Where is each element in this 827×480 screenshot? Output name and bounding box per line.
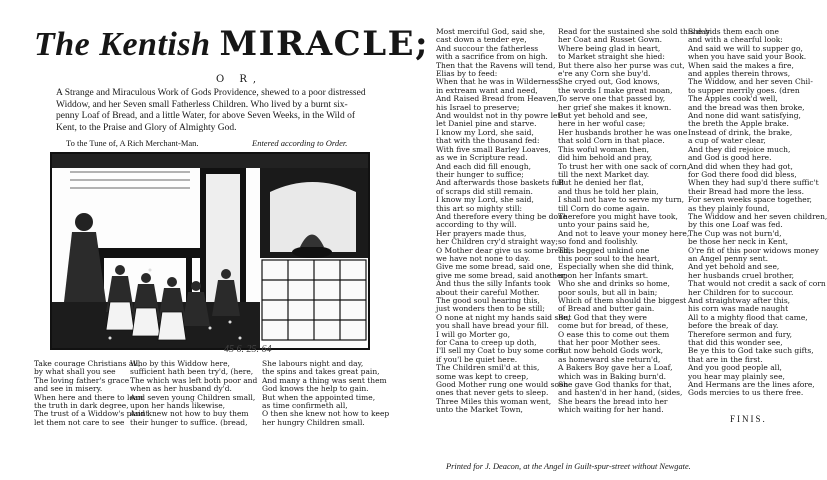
verse-column-right-3 bbox=[688, 27, 827, 398]
verse-line: her Children cry'd straight way; bbox=[436, 237, 558, 247]
verse-line: The which was left both poor and bbox=[130, 375, 258, 385]
verse-line: for Cana to creep up doth, bbox=[436, 338, 537, 348]
verse-line: She labours night and day, bbox=[262, 359, 364, 368]
verse-line: Give me some bread, said one, bbox=[436, 262, 553, 272]
verse-line: This woful woman then, bbox=[558, 144, 650, 154]
title-part-1: The Kentish bbox=[34, 26, 220, 63]
verse-line: Three Miles this woman went, bbox=[436, 396, 552, 406]
verse-line: her husbands cruel brother, bbox=[688, 270, 795, 280]
verse-line: as time confirmeth all, bbox=[262, 401, 348, 411]
verse-line: and apples therein throws, bbox=[688, 69, 791, 79]
verse-line: according to thy will. bbox=[436, 220, 517, 230]
verse-line: She bids them each one bbox=[688, 27, 779, 36]
intro-paragraph: A Strange and Miraculous Work of Gods Providence, shewed to a poor distressed Widdow, and her Seven small Fatherless Children. Who lived by a burnt six-penny Loaf of Bread, and a little Water, for above Seven Weeks, in the Wild of Kent, to the Praise and Glory of Almighty God. bbox=[56, 88, 366, 133]
verse-line: an Angel penny sent. bbox=[688, 253, 768, 263]
verse-line: and the bread was then broke, bbox=[688, 102, 805, 112]
verse-line: Most merciful God, said she, bbox=[436, 27, 546, 36]
verse-line: till Corn do come again. bbox=[558, 203, 650, 213]
verse-line: some was kept to creep, bbox=[436, 371, 529, 381]
verse-line: unto the Market Town, bbox=[436, 405, 523, 415]
verse-line: O're fit of this poor widows money bbox=[688, 245, 819, 255]
verse-line: Instead of drink, the brake, bbox=[688, 127, 793, 137]
verse-line: Good Mother rung one would soon bbox=[436, 380, 569, 390]
verse-line: The Cup was not burn'd, bbox=[688, 228, 782, 238]
verse-line: we have not none to day. bbox=[436, 253, 531, 263]
verse-line: for God there food did bless, bbox=[688, 169, 797, 179]
verse-line: that sold Corn in that place. bbox=[558, 136, 665, 146]
verse-line: I know my Lord, she said, bbox=[436, 195, 534, 205]
verse-line: When here and there to lean bbox=[34, 392, 144, 402]
verse-line: The loving father's grace bbox=[34, 375, 130, 385]
title-part-2: MIRACLE; bbox=[219, 24, 430, 64]
verse-line: and see in misery. bbox=[34, 384, 103, 394]
verse-line: you shall have bread your fill. bbox=[436, 321, 549, 331]
verse-column-left-c bbox=[262, 359, 390, 427]
verse-line: And did when they had got, bbox=[688, 161, 793, 171]
verse-line: The good soul hearing this, bbox=[436, 296, 540, 305]
verse-line: by this one Loaf was fed. bbox=[688, 220, 783, 230]
verse-line: e're any Corn she buy'd. bbox=[558, 69, 651, 79]
verse-line: When they had sup'd there suffic't bbox=[688, 178, 819, 188]
verse-line: Gods mercies to us there free. bbox=[688, 388, 804, 398]
verse-line: that with the thousand fed: bbox=[436, 136, 540, 146]
or-line: O R, bbox=[216, 74, 263, 85]
verse-line: And seven young Children small, bbox=[130, 392, 256, 402]
verse-line: as they plainly found, bbox=[688, 203, 770, 213]
verse-column-right-1 bbox=[436, 27, 571, 415]
verse-line: With five small Barley Loaves, bbox=[436, 144, 551, 154]
verse-line: his Israel to preserve; bbox=[436, 102, 520, 112]
verse-line: this art so mighty still: bbox=[436, 203, 523, 213]
verse-line: Where being glad in heart, bbox=[558, 43, 661, 53]
verse-line: And Raised Bread from Heaven, bbox=[436, 94, 559, 104]
verse-line: if you'l be quiet here. bbox=[436, 354, 518, 364]
verse-line: O ease this to come out them bbox=[558, 329, 670, 339]
verse-line: sufficient hath been try'd, (here, bbox=[130, 367, 254, 377]
verse-line: upon her hands likewise, bbox=[130, 401, 226, 411]
verse-line: give me some bread, said another; bbox=[436, 270, 568, 280]
verse-line: as homeward she return'd, bbox=[558, 354, 661, 364]
verse-line: that are in the first. bbox=[688, 354, 763, 364]
verse-line: But there also her purse was cut, bbox=[558, 60, 685, 70]
finis-mark: FINIS. bbox=[730, 414, 767, 424]
verse-line: But when the appointed time, bbox=[262, 392, 376, 402]
verse-line: with a sacrifice from on high. bbox=[436, 52, 548, 62]
verse-line: so fond and foolishly. bbox=[558, 237, 638, 247]
verse-line: That would not credit a sack of corn bbox=[688, 279, 826, 289]
verse-line: When that he was in Wilderness, bbox=[436, 77, 561, 87]
verse-line: Elias by to feed: bbox=[436, 69, 498, 79]
verse-line: And each did fill enough, bbox=[436, 161, 531, 171]
archive-mark: 45 6. 25. 64 bbox=[224, 344, 272, 355]
verse-line: the spins and takes great pain, bbox=[262, 367, 380, 377]
verse-line: And knew not how to buy them bbox=[130, 409, 249, 419]
verse-line: All to a mighty flood that came, bbox=[688, 312, 808, 322]
verse-line: their hunger to suffice. (bread, bbox=[130, 417, 248, 427]
verse-line: come but for bread, of these, bbox=[558, 321, 669, 331]
verse-line: when as her husband dy'd. bbox=[130, 384, 232, 394]
verse-line: She bears the bread into her bbox=[558, 396, 668, 406]
verse-line: her Coat and Russet Gown. bbox=[558, 35, 663, 45]
verse-line: about their careful Mother. bbox=[436, 287, 540, 297]
verse-line: to supper merrily goes. (dren bbox=[688, 85, 800, 95]
verse-line: unto your pains said he, bbox=[558, 220, 650, 230]
verse-line: For seven weeks space together, bbox=[688, 195, 812, 205]
verse-line: I shall not have to serve my turn, bbox=[558, 195, 685, 205]
verse-line: When said the makes a fire, bbox=[688, 60, 794, 70]
verse-line: did him behold and pray, bbox=[558, 153, 653, 163]
verse-line: and God is good here. bbox=[688, 153, 772, 163]
verse-line: A Bakers Boy gave her a Loaf, bbox=[558, 363, 673, 373]
verse-line: Who she and drinks so home, bbox=[558, 279, 670, 289]
page-title bbox=[34, 24, 429, 64]
verse-line: And they did rejoice much, bbox=[688, 144, 791, 154]
verse-line: of Bread and butter gain. bbox=[558, 304, 655, 314]
verse-line: Who by this Widdow here, bbox=[130, 359, 230, 368]
verse-line: ones that never gets to sleep. bbox=[436, 388, 549, 398]
verse-line: And many a thing was sent them bbox=[262, 375, 387, 385]
verse-line: which was in Baking burn'd. bbox=[558, 371, 667, 381]
verse-line: upon her Infants smart. bbox=[558, 270, 649, 280]
verse-line: And yet behold and see, bbox=[688, 262, 780, 272]
verse-line: She gave God thanks for that, bbox=[558, 380, 672, 390]
verse-line: of scraps did still remain. bbox=[436, 186, 533, 196]
verse-line: her hungry Children small. bbox=[262, 417, 365, 427]
verse-line: here in her woful case; bbox=[558, 119, 646, 129]
verse-line: The Children smil'd at this, bbox=[436, 363, 540, 373]
verse-line: Be ye this to God take such gifts, bbox=[688, 346, 814, 356]
verse-line: And none did want satisfying, bbox=[688, 111, 801, 121]
verse-line: The trust of a Widdow's plaint bbox=[34, 409, 149, 419]
verse-line: till the next Market day. bbox=[558, 169, 650, 179]
verse-line: their hunger to suffice; bbox=[436, 169, 524, 179]
verse-line: just wonders then to be still; bbox=[436, 304, 545, 314]
verse-line: O Mother dear give us some bread, bbox=[436, 245, 571, 255]
verse-line: that did this wonder see, bbox=[688, 338, 783, 348]
verse-line: Her prayers made thus, bbox=[436, 228, 527, 238]
verse-line: and thus he told her plain, bbox=[558, 186, 659, 196]
verse-line: in extream want and need, bbox=[436, 85, 538, 95]
verse-line: be those her neck in Kent, bbox=[688, 237, 788, 247]
tune-line: To the Tune of, A Rich Merchant-Man. bbox=[66, 138, 199, 148]
verse-line: Especially when she did think, bbox=[558, 262, 674, 272]
verse-line: But God that they were bbox=[558, 312, 647, 322]
verse-line: And not to leave your money here, bbox=[558, 228, 690, 238]
verse-line: their Bread had more the less. bbox=[688, 186, 804, 196]
verse-line: Then that the Ravens will tend, bbox=[436, 60, 556, 70]
verse-line: that her poor Mother sees. bbox=[558, 338, 661, 348]
verse-line: And straightway after this, bbox=[688, 296, 791, 305]
verse-line: cast down a tender eye, bbox=[436, 35, 527, 45]
verse-line: I will go Morter go, bbox=[436, 329, 510, 339]
verse-line: But yet behold and see, bbox=[558, 111, 648, 121]
verse-line: And succour the fatherless bbox=[436, 43, 539, 53]
verse-line: The Widdow and her seven children, bbox=[688, 211, 827, 221]
verse-line: let Daniel pine and starve. bbox=[436, 119, 537, 129]
verse-line: God knows the help to gain. bbox=[262, 384, 369, 394]
verse-line: before the break of day. bbox=[688, 321, 779, 331]
verse-line: I'll sell my Coat to buy some corn, bbox=[436, 346, 566, 356]
verse-line: a cup of water clear, bbox=[688, 136, 766, 146]
verse-line: Read for the sustained she sold this day bbox=[558, 27, 710, 36]
verse-column-left-a bbox=[34, 359, 149, 427]
verse-line: The Apples cook'd well, bbox=[688, 94, 778, 104]
verse-line: And therefore every thing be done bbox=[436, 211, 568, 221]
verse-line: I know my Lord, she said, bbox=[436, 127, 534, 137]
verse-line: by what shall you see bbox=[34, 367, 116, 377]
verse-line: which waiting for her hand. bbox=[558, 405, 664, 415]
verse-line: And you good people all, bbox=[688, 363, 782, 373]
verse-line: Therefore you might have took, bbox=[558, 211, 678, 221]
verse-line: when you have said your Book. bbox=[688, 52, 807, 62]
verse-column-right-2 bbox=[558, 27, 710, 415]
verse-line: as we in Scripture read. bbox=[436, 153, 528, 163]
verse-line: To trust her with one sack of corn, bbox=[558, 161, 690, 171]
imprint-line: Printed for J. Deacon, at the Angel in Guilt-spur-street without Newgate. bbox=[446, 462, 691, 471]
verse-line: to Market straight she hied: bbox=[558, 52, 665, 62]
verse-line: her Children for to succour. bbox=[688, 287, 794, 297]
verse-line: and hasten'd in her hand, (sides, bbox=[558, 388, 683, 398]
verse-line: you hear may plainly see, bbox=[688, 371, 785, 381]
verse-line: This begged unkind one bbox=[558, 245, 650, 255]
verse-line: And said we will to supper go, bbox=[688, 43, 803, 53]
verse-line: the truth in dark degree, bbox=[34, 401, 129, 411]
woodcut-illustration bbox=[50, 152, 370, 350]
verse-line: And Hermans are the lines afore, bbox=[688, 380, 815, 390]
verse-line: his corn was made naught bbox=[688, 304, 789, 314]
verse-line: this poor soul to the heart, bbox=[558, 253, 660, 263]
verse-column-left-b bbox=[130, 360, 256, 427]
verse-line: But now behold Gods work, bbox=[558, 346, 664, 356]
verse-line: But he denied her flat, bbox=[558, 178, 644, 188]
verse-line: And wouldst not in thy powre let bbox=[436, 111, 561, 121]
verse-line: poor souls, but all in bain; bbox=[558, 287, 658, 297]
verse-line: O then she knew not how to keep bbox=[262, 409, 390, 419]
verse-line: And thus the silly Infants took bbox=[436, 279, 551, 289]
verse-line: And afterwards those baskets full bbox=[436, 178, 565, 188]
entered-line: Entered according to Order. bbox=[252, 138, 348, 148]
verse-line: Which of them should the biggest bbox=[558, 296, 687, 305]
verse-line: the words I make great moan, bbox=[558, 85, 673, 95]
verse-line: Therefore sermon and fury, bbox=[688, 329, 793, 339]
verse-line: O none at night my hands said she, bbox=[436, 312, 570, 322]
verse-line: and with a chearful look: bbox=[688, 35, 783, 45]
verse-line: She cryed out, God knows, bbox=[558, 77, 660, 87]
verse-line: her grief she makes it known. bbox=[558, 102, 672, 112]
verse-line: Her husbands brother he was one bbox=[558, 127, 688, 137]
verse-line: Take courage Christians all, bbox=[34, 359, 141, 368]
verse-line: the breth the Apple brake. bbox=[688, 119, 789, 129]
verse-line: The Widdow, and her seven Chil- bbox=[688, 77, 813, 87]
verse-line: let them not care to see bbox=[34, 417, 125, 427]
verse-line: To serve one that passed by, bbox=[558, 94, 666, 104]
